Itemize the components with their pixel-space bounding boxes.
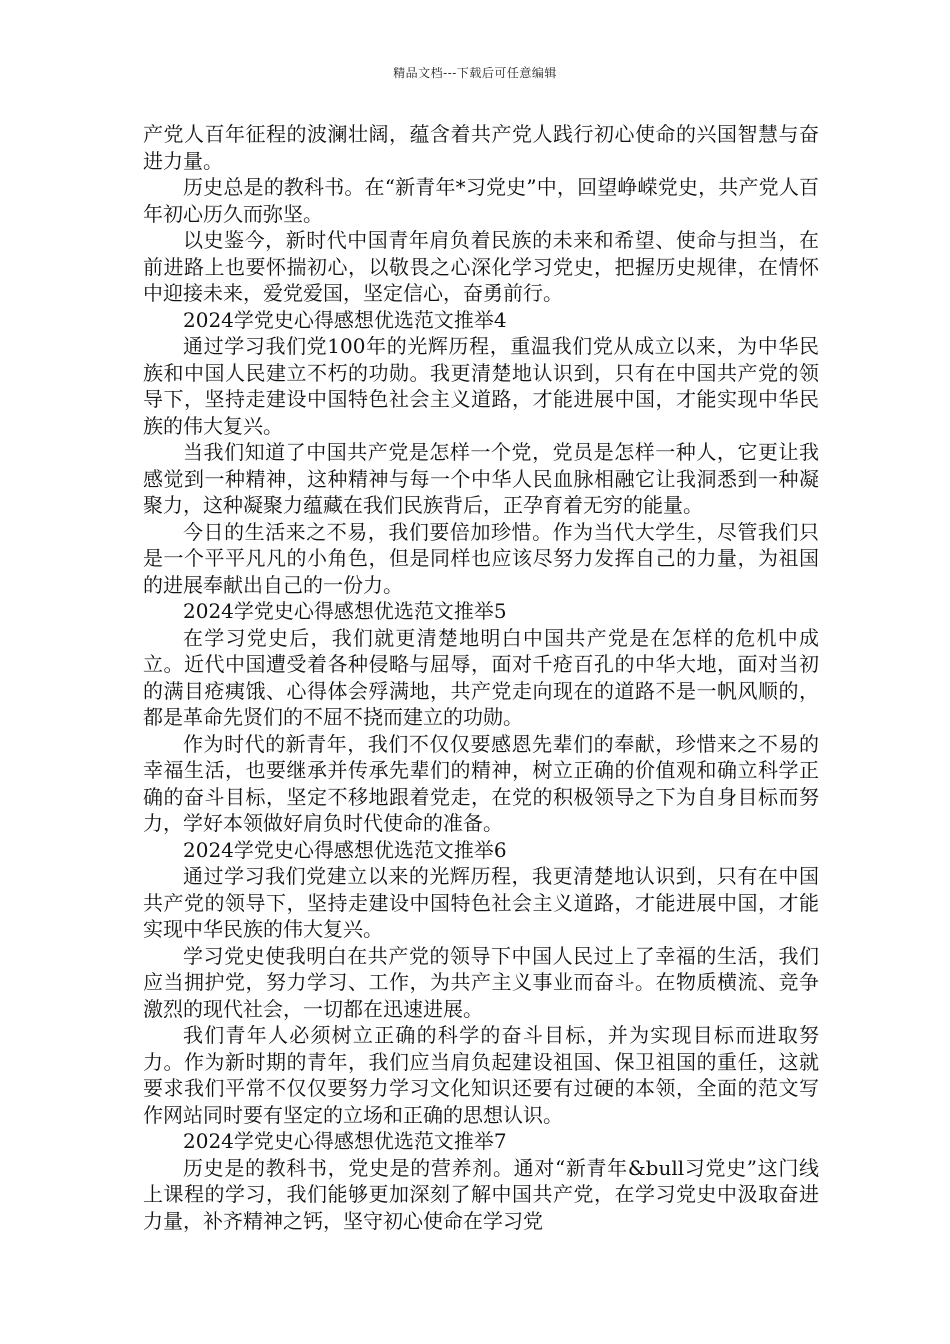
paragraph: 当我们知道了中国共产党是怎样一个党，党员是怎样一种人，它更让我感觉到一种精神，这种精神与每一个中华人民血脉相融它让我洞悉到一种凝聚力，这种凝聚力蕴藏在我们民族背后，正孕育着无穷的能量。	[143, 440, 819, 517]
paragraph: 今日的生活来之不易，我们要倍加珍惜。作为当代大学生，尽管我们只是一个平平凡凡的小角色，但是同样也应该尽努力发挥自己的力量，为祖国的进展奉献出自己的一份力。	[143, 519, 819, 597]
paragraph: 作为时代的新青年，我们不仅仅要感恩先辈们的奉献，珍惜来之不易的幸福生活，也要继承并传承先辈们的精神，树立正确的价值观和确立科学正确的奋斗目标，坚定不移地跟着党走，在党的积极领导之下为自身目标而努力，学好本领做好肩负时代使命的准备。	[143, 731, 819, 835]
paragraph: 历史是的教科书，党史是的营养剂。通对“新青年&bull习党史”这门线上课程的学习，我们能够更加深刻了解中国共产党，在学习党史中汲取奋进力量，补齐精神之钙，坚守初心使命在学习党	[143, 1155, 819, 1233]
paragraph: 通过学习我们党建立以来的光辉历程，我更清楚地认识到，只有在中国共产党的领导下，坚持走建设中国特色社会主义道路，才能进展中国，才能实现中华民族的伟大复兴。	[143, 864, 819, 941]
paragraph: 历史总是的教科书。在“新青年*习党史”中，回望峥嵘党史，共产党人百年初心历久而弥坚。	[143, 175, 819, 226]
document-body	[143, 121, 819, 1234]
section-heading: 2024学党史心得感想优选范文推举5	[183, 599, 507, 623]
paragraph: 我们青年人必须树立正确的科学的奋斗目标，并为实现目标而进取努力。作为新时期的青年，我们应当肩负起建设祖国、保卫祖国的重任，这就要求我们平常不仅仅要努力学习文化知识还要有过硬的本领，全面的范文写作网站同时要有坚定的立场和正确的思想认识。	[143, 1023, 819, 1127]
section-heading: 2024学党史心得感想优选范文推举6	[183, 837, 507, 862]
section-heading: 2024学党史心得感想优选范文推举4	[183, 307, 507, 332]
paragraph: 产党人百年征程的波澜壮阔，蕴含着共产党人践行初心使命的兴国智慧与奋进力量。	[143, 122, 819, 173]
paragraph: 在学习党史后，我们就更清楚地明白中国共产党是在怎样的危机中成立。近代中国遭受着各种侵略与屈辱，面对千疮百孔的中华大地，面对当初的满目疮痍饿、心得体会殍满地，共产党走向现在的道路不是一帆风顺的，都是革命先贤们的不屈不挠而建立的功勋。	[143, 625, 819, 729]
paragraph: 通过学习我们党100年的光辉历程，重温我们党从成立以来，为中华民族和中国人民建立不朽的功勋。我更清楚地认识到，只有在中国共产党的领导下，坚持走建设中国特色社会主义道路，才能进展中国，才能实现中华民族的伟大复兴。	[143, 334, 819, 438]
page-header: 精品文档---下载后可任意编辑	[393, 66, 557, 80]
paragraph: 以史鉴今，新时代中国青年肩负着民族的未来和希望、使命与担当，在前进路上也要怀揣初心，以敬畏之心深化学习党史，把握历史规律，在情怀中迎接未来，爱党爱国，坚定信心，奋勇前行。	[143, 228, 819, 305]
section-heading: 2024学党史心得感想优选范文推举7	[183, 1129, 507, 1153]
paragraph: 学习党史使我明白在共产党的领导下中国人民过上了幸福的生活，我们应当拥护党，努力学习、工作，为共产主义事业而奋斗。在物质横流、竞争激烈的现代社会，一切都在迅速进展。	[143, 943, 819, 1021]
